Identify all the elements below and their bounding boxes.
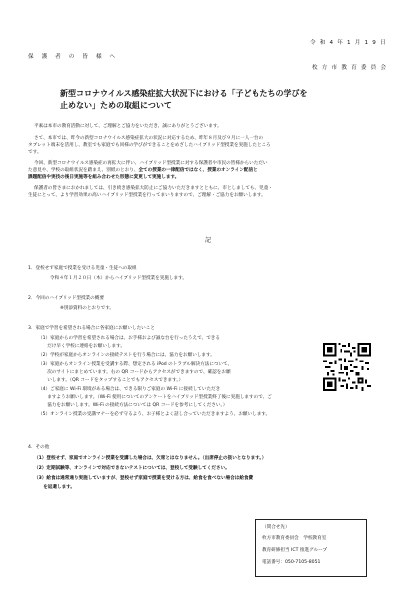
intro-paragraph-1: 平素は本市の教育活動に対して、ご理解とご協力をいただき、誠にありがとうございます。 <box>34 124 222 129</box>
section-3-item: （5）オンライン授業の受講マナーを必ず守るよう、お子様とよく話し合っていただきますよう、お願いします。 <box>38 412 271 417</box>
intro-paragraph-2c: です。 <box>28 150 42 155</box>
contact-heading: （問合せ先） <box>262 525 290 530</box>
section-1-body: 令和４年１月２０日（木）からハイブリッド型授業を実施します。 <box>50 276 187 281</box>
section-4-item: （2）定期試験等、オンラインで対応できないテストについては、登校して受験してください。 <box>34 466 230 471</box>
qr-code-icon[interactable] <box>323 343 371 391</box>
section-3-title: 3．家庭で学習を希望される場合に各家庭にお願いしたいこと <box>28 326 155 331</box>
section-4-item: （3）給食は通常通り実施していますが、登校せず家庭で授業を受ける方は、給食を食べない場合は給食費 <box>34 476 254 481</box>
section-3-item: 次のサイトにまとめています。右の QR コードからアクセスができますので、確認をお願 <box>38 370 231 375</box>
document-title-line1: 新型コロナウイルス感染症拡大状況下における「子どもたちの学びを <box>60 89 308 98</box>
contact-box <box>255 519 367 577</box>
section-3-item: （4）ご家庭に Wi-Fi 環境がある場合は、できる限りご家庭の Wi-Fi に接続していただき <box>38 387 221 392</box>
section-3-item: だけ早く学校に連絡をお願いします。 <box>38 344 125 349</box>
section-3-item: 協力をお願いします。Wi-Fi の接続方法については QR コードを参考にしてください。） <box>38 403 228 408</box>
section-2-title: 2．今回のハイブリッド型授業の概要 <box>28 296 104 301</box>
section-4-item: を返還します。 <box>34 485 75 490</box>
contact-office: 枚方市教育委員会 学校教育室 <box>262 536 327 541</box>
intro-paragraph-3: 今回、新型コロナウイルス感染症の再拡大に伴い、ハイブリッド型授業に対する保護者や市民の皆様からいただい <box>34 161 268 166</box>
intro-paragraph-3b <box>28 168 258 174</box>
section-3-item: （2）学校が家庭からオンラインの接続テストを行う場合には、協力をお願いします。 <box>38 353 215 358</box>
section-3-item: ますようお願いします。（Wi-Fi 使用についてのアンケートをハイブリッド型授業終了後に実施しますので、ご <box>38 395 272 400</box>
document-title-line2: 止めない」ための取組について <box>60 101 172 110</box>
contact-group: 教育研修担当 ICT 推進グループ <box>262 548 328 553</box>
issuer-line: 枚 方 市 教 育 委 員 会 <box>312 65 388 71</box>
recipient-line: 保 護 者 の 皆 様 へ <box>28 54 117 60</box>
section-1-title: 1．登校せず家庭で授業を受ける児童・生徒への取組 <box>28 266 137 271</box>
section-3-item: （1）家庭からの学習を希望される場合は、お手様および誠な台を行ったうえで、できる <box>38 336 220 341</box>
intro-paragraph-3b-text: た意見や、学校の取組状況を踏まえ、別紙のとおり、 <box>28 168 139 173</box>
section-2-body: ※別添資料のとおりです。 <box>60 306 115 311</box>
section-3-item: （3）家庭からオンライン授業を受講する際、想定される iPod のトラブル解決方法について、 <box>38 362 233 367</box>
contact-phone: 電話番号：050-7105-8051 <box>262 560 321 565</box>
intro-paragraph-3b-bold: 全ての授業の一律配信ではなく、授業のオンライン配信と <box>138 168 258 173</box>
section-4-title: 4．その他 <box>28 445 50 450</box>
intro-paragraph-2: さて、本市では、昨今の新型コロナウイルス感染症拡大の状況に対応するため、昨年８月及び９月に一人一台の <box>34 136 264 141</box>
intro-paragraph-4: 保護者の皆さまにおかれましては、引き続き感染拡大防止にご協力いただきますとともに、市としましても、児童・ <box>34 186 273 191</box>
intro-paragraph-3c: 課題配信や実技の後日実施等を組み合わせた形態に変更して実施します。 <box>28 175 180 180</box>
intro-paragraph-4b: 生徒にとって、より学習効果の高いハイブリッド型授業を行ってまいりますので、ご理解・ご協力をお願いします。 <box>28 193 266 198</box>
intro-paragraph-2b: タブレット端末を活用し、教室でも家庭でも同様の学びができることをめざしたハイブリッド型授業を実施したところ <box>28 143 271 148</box>
section-3-item: いします。（QR コードをタップすることでもアクセスできます。） <box>38 378 184 383</box>
document-date: 令 和 4 年 1 月 1 9 日 <box>310 40 387 46</box>
section-4-item: （1）登校せず、家庭でオンライン授業を受講した場合は、欠席とはなりません。（出席停止の扱いとなります。） <box>34 456 267 461</box>
ki-heading: 記 <box>205 237 212 244</box>
